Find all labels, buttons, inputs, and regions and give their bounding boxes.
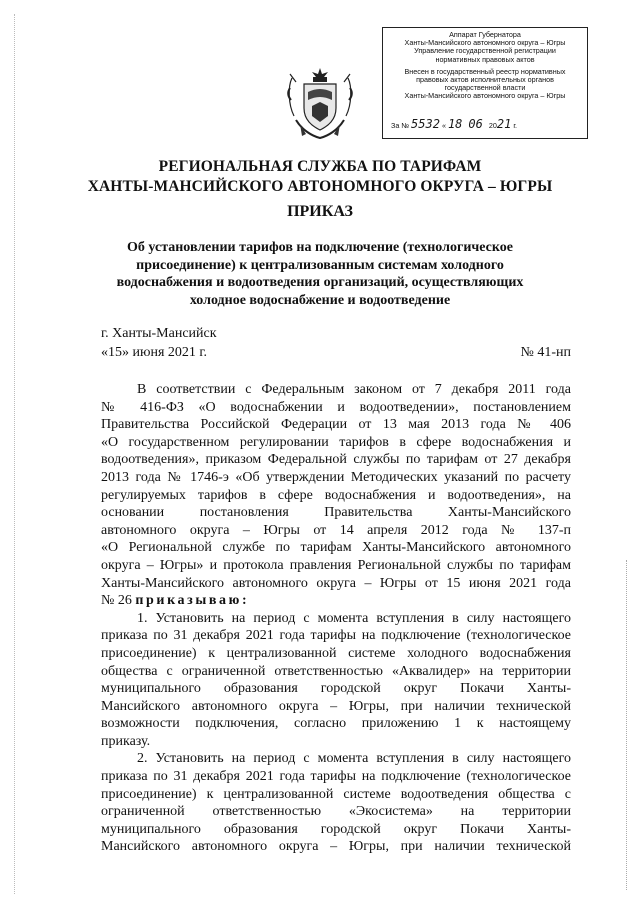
body-line: приказу. xyxy=(101,733,151,749)
body-line: автономного округа – Югры от 14 апреля 2012 года № 137-п xyxy=(101,522,571,538)
subject-line: холодное водоснабжение и водоотведение xyxy=(189,292,451,308)
body-line: «О Региональной службе по тарифам Ханты-Мансийского автономного xyxy=(101,540,571,556)
body-line: возможности подключения, согласно приложению 1 к настоящему xyxy=(101,716,571,732)
stamp-line: правовых актов исполнительных органов xyxy=(416,75,554,85)
stamp-reg-day: 18 xyxy=(447,117,463,131)
stamp-reg-year-prefix: 20 xyxy=(488,121,497,130)
stamp-block-2 xyxy=(386,68,584,101)
order-word: приказываю: xyxy=(135,593,250,609)
organization-name xyxy=(60,157,580,197)
body-line: ограниченной ответственностью «Экосистема» на территории xyxy=(101,804,571,820)
body-line: водоотведения», приказом Федеральной службы по тарифам от 27 декабря xyxy=(101,452,571,468)
paragraph-item-2 xyxy=(101,750,571,856)
subject-line: присоединение) к централизованным системам холодного xyxy=(136,257,504,273)
body-line: № 416-ФЗ «О водоснабжении и водоотведении», постановлением xyxy=(101,399,571,415)
protocol-number: № 26 xyxy=(101,593,136,609)
body-line: регулируемых тарифов в сфере водоснабжения и водоотведения», на xyxy=(101,487,571,503)
document-body xyxy=(101,381,571,856)
body-line: муниципального образования городской округ Покачи Ханты- xyxy=(101,821,571,837)
paragraph-item-1 xyxy=(101,610,571,751)
org-name-line-2: ХАНТЫ-МАНСИЙСКОГО АВТОНОМНОГО ОКРУГА – ЮГРЫ xyxy=(87,178,553,195)
order-subject xyxy=(100,239,540,309)
stamp-reg-prefix: За № xyxy=(391,121,410,130)
body-line: Мансийского автономного округа – Югры, при наличии технической xyxy=(101,698,571,714)
body-line: присоединение) к централизованной системе холодного водоснабжения xyxy=(101,645,571,661)
registration-stamp xyxy=(382,27,588,139)
stamp-reg-year: 21 xyxy=(496,117,512,131)
body-line: приказа по 31 декабря 2021 года тарифы на подключение (технологическое xyxy=(101,769,571,785)
body-line: 2013 года № 1746-э «Об утверждении Методических указаний по расчету xyxy=(101,469,571,485)
document-date: «15» июня 2021 г. xyxy=(101,345,208,360)
body-line: «О государственном регулировании тарифов в сфере водоснабжения и xyxy=(101,434,571,450)
stamp-line: Внесен в государственный реестр нормативных xyxy=(404,66,566,76)
body-line: Правительства Российской Федерации от 13 мая 2013 года № 406 xyxy=(101,417,571,433)
body-line: муниципального образования городской округ Покачи Ханты- xyxy=(101,681,571,697)
stamp-line: нормативных правовых актов xyxy=(435,54,535,64)
body-line: общества с ограниченной ответственностью «Аквалидер» на территории xyxy=(101,663,571,679)
stamp-registration-line xyxy=(391,117,583,134)
subject-line: Об установлении тарифов на подключение (технологическое xyxy=(127,240,513,255)
body-line: присоединение) к централизованной системе водоотведения общества с xyxy=(101,786,571,802)
stamp-reg-month: 06 xyxy=(468,117,483,131)
coat-of-arms-emblem xyxy=(282,64,358,144)
document-type: ПРИКАЗ xyxy=(287,203,353,220)
stamp-line: государственной власти xyxy=(444,83,526,93)
body-line: В соответствии с Федеральным законом от 7 декабря 2011 года xyxy=(137,382,571,397)
body-line: приказа по 31 декабря 2021 года тарифы на подключение (технологическое xyxy=(101,628,571,644)
body-line: Ханты-Мансийского автономного округа – Югры от 15 июня 2021 года xyxy=(101,575,571,591)
stamp-line: Управление государственной регистрации xyxy=(414,46,556,56)
document-number: № 41-нп xyxy=(520,345,571,360)
body-line: 1. Установить на период с момента вступления в силу настоящего xyxy=(137,610,571,626)
body-line: 2. Установить на период с момента вступления в силу настоящего xyxy=(137,751,571,767)
stamp-reg-suffix: г. xyxy=(513,121,518,130)
scan-margin-right xyxy=(626,560,628,890)
stamp-line: Ханты-Мансийского автономного округа – Югры xyxy=(404,91,566,101)
paragraph-preamble xyxy=(101,381,571,610)
stamp-block-1 xyxy=(386,31,584,64)
body-line: Мансийского автономного округа – Югры, при наличии технической xyxy=(101,839,571,855)
body-line: округа – Югры» и протокола правления Региональной службы по тарифам xyxy=(101,557,571,573)
org-name-line-1: РЕГИОНАЛЬНАЯ СЛУЖБА ПО ТАРИФАМ xyxy=(158,158,482,175)
body-line-order-word xyxy=(101,592,571,610)
stamp-reg-sep: « xyxy=(441,121,446,130)
stamp-line: Ханты-Мансийского автономного округа – Югры xyxy=(404,38,566,48)
subject-line: водоснабжения и водоотведения организаций, осуществляющих xyxy=(116,275,524,290)
scan-margin-left xyxy=(14,14,16,894)
stamp-reg-number: 5532 xyxy=(411,117,440,131)
stamp-line: Аппарат Губернатора xyxy=(449,30,521,39)
document-place: г. Ханты-Мансийск xyxy=(101,326,217,341)
body-line: основании постановления Правительства Ханты-Мансийского xyxy=(101,505,571,521)
